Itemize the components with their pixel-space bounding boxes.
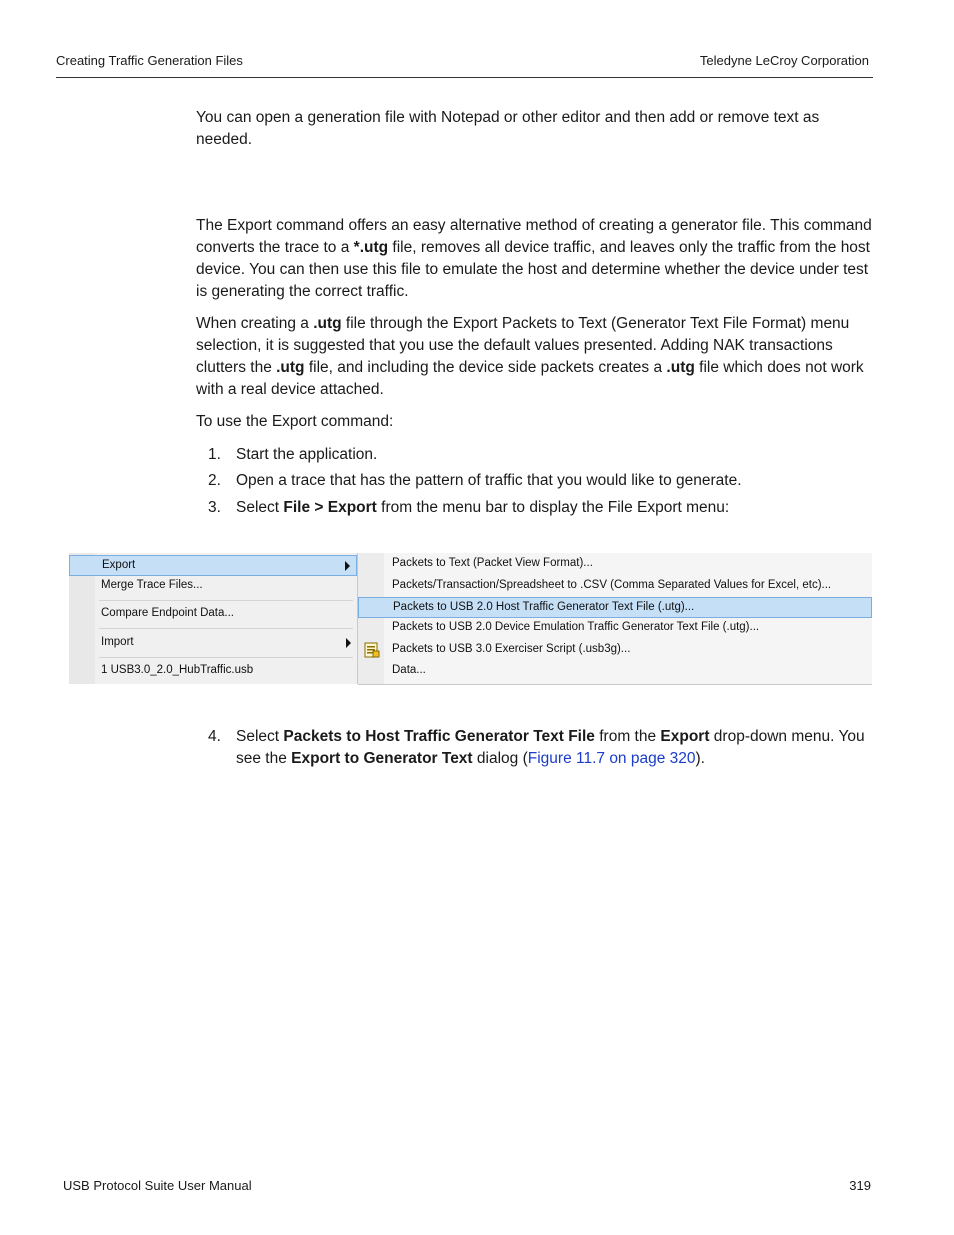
menu-item-merge-trace-files[interactable]: Merge Trace Files... — [101, 579, 203, 591]
menu-item-compare-endpoint-data[interactable]: Compare Endpoint Data... — [101, 607, 234, 619]
page-header — [56, 53, 873, 78]
paragraph-export-intro: The Export command offers an easy alternative method of creating a generator file. This command converts the trace to a *.utg file, removes all device traffic, and leaves only the traffic from the host device. You can then use this file to emulate the host and determine whether the device under test is generating the correct traffic. — [196, 217, 872, 300]
submenu-item-data[interactable]: Data... — [392, 664, 426, 676]
step-number: 2. — [208, 472, 221, 489]
file-export-menu-screenshot — [69, 553, 872, 684]
menu-item-recent-file[interactable]: 1 USB3.0_2.0_HubTraffic.usb — [101, 664, 254, 676]
step-text: Select Packets to Host Traffic Generator Text File from the Export drop-down menu. You see the Export to Generator Text dialog (Figure 11.7 on page 320). — [236, 728, 865, 767]
step-text: Open a trace that has the pattern of traffic that you would like to generate. — [236, 472, 742, 489]
menu-separator — [99, 600, 353, 601]
menu-item-export[interactable]: Export — [69, 555, 357, 576]
figure-link[interactable]: Figure 11.7 on page 320 — [527, 750, 696, 767]
paragraph-open-with-editor: You can open a generation file with Notepad or other editor and then add or remove text as needed. — [196, 109, 820, 148]
submenu-item-usb3-exerciser-script[interactable]: Packets to USB 3.0 Exerciser Script (.usb3g)... — [358, 640, 872, 661]
script-icon — [364, 642, 380, 658]
submenu-item-device-emulation-generator[interactable]: Packets to USB 2.0 Device Emulation Traffic Generator Text File (.utg)... — [392, 621, 760, 633]
footer-manual-title: USB Protocol Suite User Manual — [63, 1178, 252, 1193]
submenu-item-packets-to-csv[interactable]: Packets/Transaction/Spreadsheet to .CSV (Comma Separated Values for Excel, etc)... — [392, 579, 832, 591]
menu-separator — [99, 628, 353, 629]
paragraph-to-use-export: To use the Export command: — [196, 413, 394, 430]
submenu-arrow-icon — [346, 638, 351, 648]
file-menu — [69, 553, 358, 684]
step-text: Select File > Export from the menu bar to display the File Export menu: — [236, 499, 730, 516]
submenu-arrow-icon — [345, 561, 350, 571]
menu-separator — [99, 657, 353, 658]
paragraph-utg-advice: When creating a .utg file through the Export Packets to Text (Generator Text File Format) menu selection, it is suggested that you use the default values presented. Adding NAK transactions clutters the .utg file, and including the device side packets creates a .utg file which does not work with a real device attached. — [196, 315, 864, 398]
step-number: 4. — [208, 728, 221, 745]
step-text: Start the application. — [236, 446, 378, 463]
submenu-item-host-traffic-generator[interactable]: Packets to USB 2.0 Host Traffic Generator Text File (.utg)... — [358, 597, 872, 618]
submenu-item-packets-to-text[interactable]: Packets to Text (Packet View Format)... — [392, 557, 593, 569]
page-number: 319 — [849, 1178, 871, 1193]
step-number: 3. — [208, 499, 221, 516]
header-section-title: Creating Traffic Generation Files — [56, 53, 243, 68]
step-number: 1. — [208, 446, 221, 463]
export-submenu — [358, 553, 872, 685]
header-company: Teledyne LeCroy Corporation — [699, 53, 869, 68]
menu-item-import[interactable]: Import — [69, 633, 357, 654]
